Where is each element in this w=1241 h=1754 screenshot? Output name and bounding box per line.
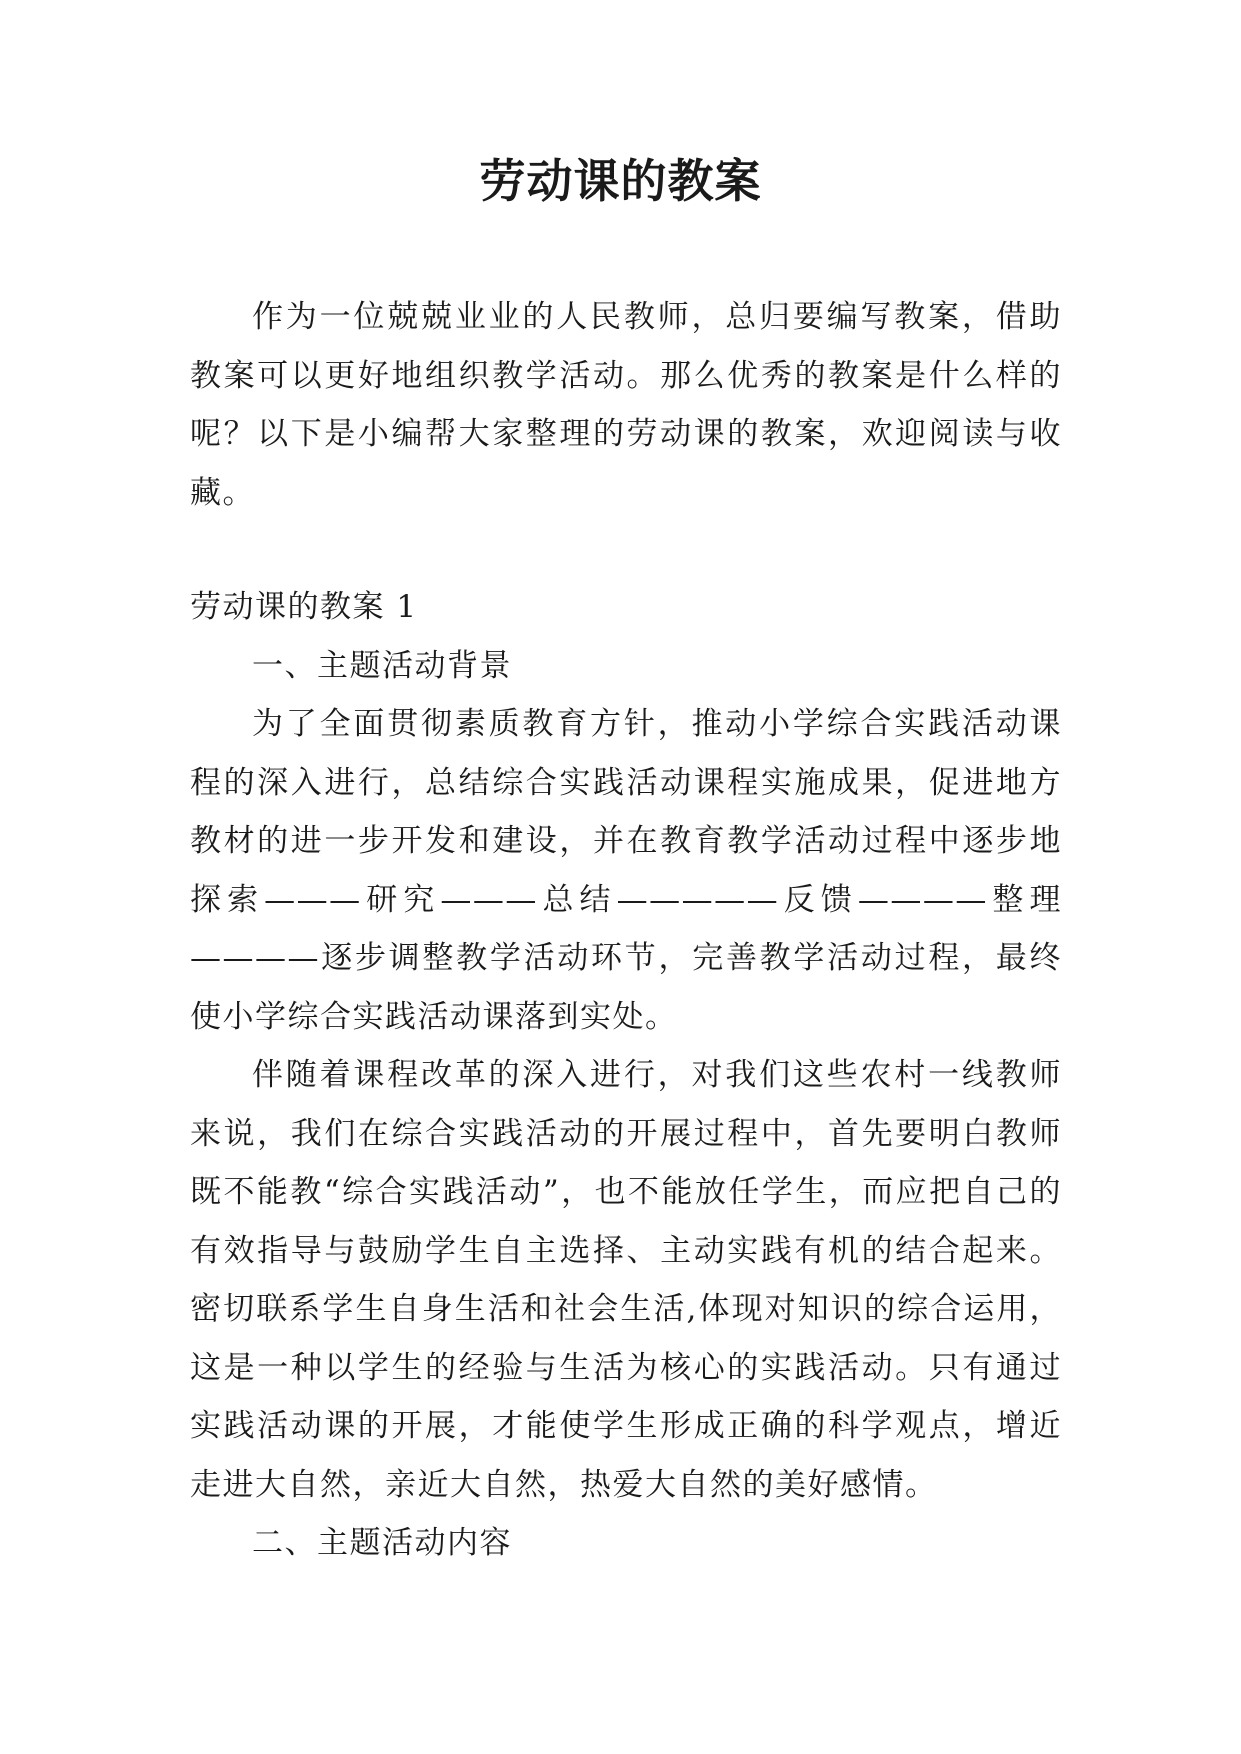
intro-paragraph: 作为一位兢兢业业的人民教师，总归要编写教案，借助教案可以更好地组织教学活动。那么优秀的教案是什么样的呢？以下是小编帮大家整理的劳动课的教案，欢迎阅读与收藏。	[190, 299, 1062, 511]
heading-background: 一、主题活动背景	[252, 647, 512, 684]
paragraph-background-1: 为了全面贯彻素质教育方针，推动小学综合实践活动课程的深入进行，总结综合实践活动课程实施成果，促进地方教材的进一步开发和建设，并在教育教学活动过程中逐步地探索———研究———总结—————反馈————整理————逐步调整教学活动环节，完善教学活动过程，最终使小学综合实践活动课落到实处。	[190, 706, 1062, 1035]
section-title: 劳动课的教案 1	[190, 589, 418, 625]
paragraph-background-2: 伴随着课程改革的深入进行，对我们这些农村一线教师来说，我们在综合实践活动的开展过程中，首先要明白教师既不能教“综合实践活动”，也不能放任学生，而应把自己的有效指导与鼓励学生自主选择、主动实践有机的结合起来。密切联系学生自身生活和社会生活,体现对知识的综合运用，这是一种以学生的经验与生活为核心的实践活动。只有通过实践活动课的开展，才能使学生形成正确的科学观点，增近走进大自然，亲近大自然，热爱大自然的美好感情。	[190, 1057, 1062, 1503]
intro-block	[190, 288, 1062, 522]
lesson-plan-section	[190, 578, 1062, 1573]
heading-content: 二、主题活动内容	[252, 1525, 512, 1561]
document-title: 劳动课的教案	[479, 154, 762, 208]
